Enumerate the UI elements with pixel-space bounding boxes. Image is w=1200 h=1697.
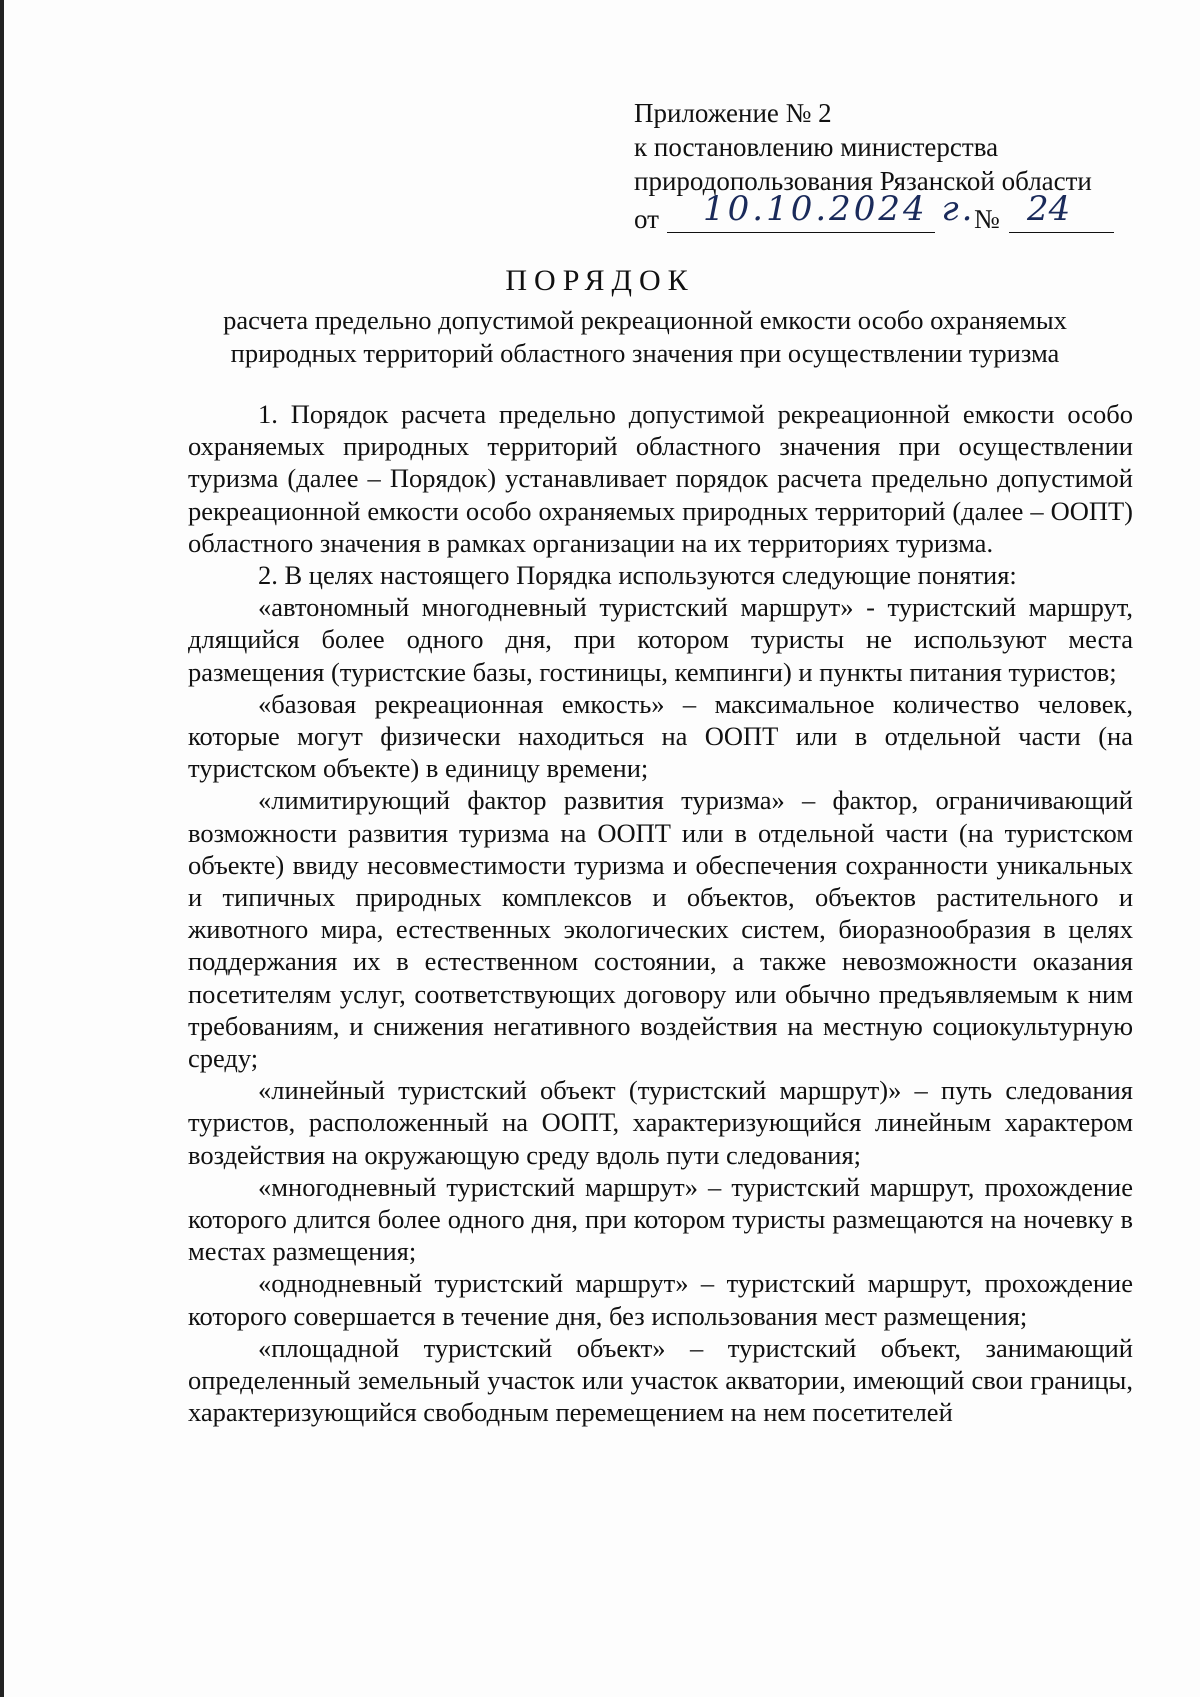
definition-autonomous-route: «автономный многодневный туристский маршрут» - туристский маршрут, длящийся более одного дня, при котором туристы не используют места размещения (туристские базы, гостиницы, кемпинги) и пункты питания туристов; <box>188 592 1133 687</box>
appendix-number: Приложение № 2 <box>634 98 832 128</box>
date-field <box>667 189 976 233</box>
appendix-resolution: к постановлению министерства <box>634 132 999 162</box>
definition-limiting-factor: «лимитирующий фактор развития туризма» – фактор, ограничивающий возможности развития туризма на ООПТ или в отдельной части (на туристском объекте) ввиду несовместимости туризма и обеспечения сохранности уникальных и типичных природных комплексов и объектов, объектов растительного и животного мира, естественных экологических систем, биоразнообразия в целях поддержания их в естественном состоянии, а также невозможности оказания посетителям услуг, соответствующих договору или обычно предъявляемым к ним требованиям, и снижения негативного воздействия на местную социокультурную среду; <box>188 785 1133 1074</box>
paragraph-2: 2. В целях настоящего Порядка используются следующие понятия: <box>258 560 1017 591</box>
definition-oneday-route: «однодневный туристский маршрут» – туристский маршрут, прохождение которого совершается в течение дня, без использования мест размещения; <box>188 1268 1133 1331</box>
number-field <box>1009 189 1114 233</box>
document-subtitle: расчета предельно допустимой рекреационной емкости особо охраняемых природных территорий областного значения при осуществлении туризма <box>223 305 1067 368</box>
definition-area-object: «площадной туристский объект» – туристский объект, занимающий определенный земельный участок или участок акватории, имеющий свои границы, характеризующийся свободным перемещением на нем посетителей <box>188 1332 1133 1428</box>
date-prefix: от <box>634 204 659 234</box>
appendix-header <box>634 96 1134 238</box>
date-number-line <box>634 189 1134 238</box>
document-title: ПОРЯДОК <box>505 264 695 297</box>
handwritten-date: 10.10.2024 г. <box>703 189 976 229</box>
handwritten-number: 24 <box>1027 189 1071 229</box>
definition-linear-object: «линейный туристский объект (туристский маршрут)» – путь следования туристов, расположенный на ООПТ, характеризующийся линейным характером воздействия на окружающую среду вдоль пути следования; <box>188 1075 1133 1170</box>
appendix-ministry: природопользования Рязанской области <box>634 166 1092 196</box>
number-sign: № <box>974 204 1000 234</box>
document-body <box>188 398 1133 1429</box>
scan-edge <box>0 0 4 1697</box>
definition-base-capacity: «базовая рекреационная емкость» – максимальное количество человек, которые могут физически находиться на ООПТ или в отдельной части (на туристском объекте) в единицу времени; <box>188 688 1133 784</box>
paragraph-1: 1. Порядок расчета предельно допустимой рекреационной емкости особо охраняемых природных территорий областного значения при осуществлении туризма (далее – Порядок) устанавливает порядок расчета предельно допустимой рекреационной емкости особо охраняемых природных территорий (далее – ООПТ) областного значения в рамках организации на их территориях туризма. <box>188 399 1133 558</box>
definition-multiday-route: «многодневный туристский маршрут» – туристский маршрут, прохождение которого длится более одного дня, при котором туристы размещаются на ночевку в местах размещения; <box>188 1171 1133 1267</box>
